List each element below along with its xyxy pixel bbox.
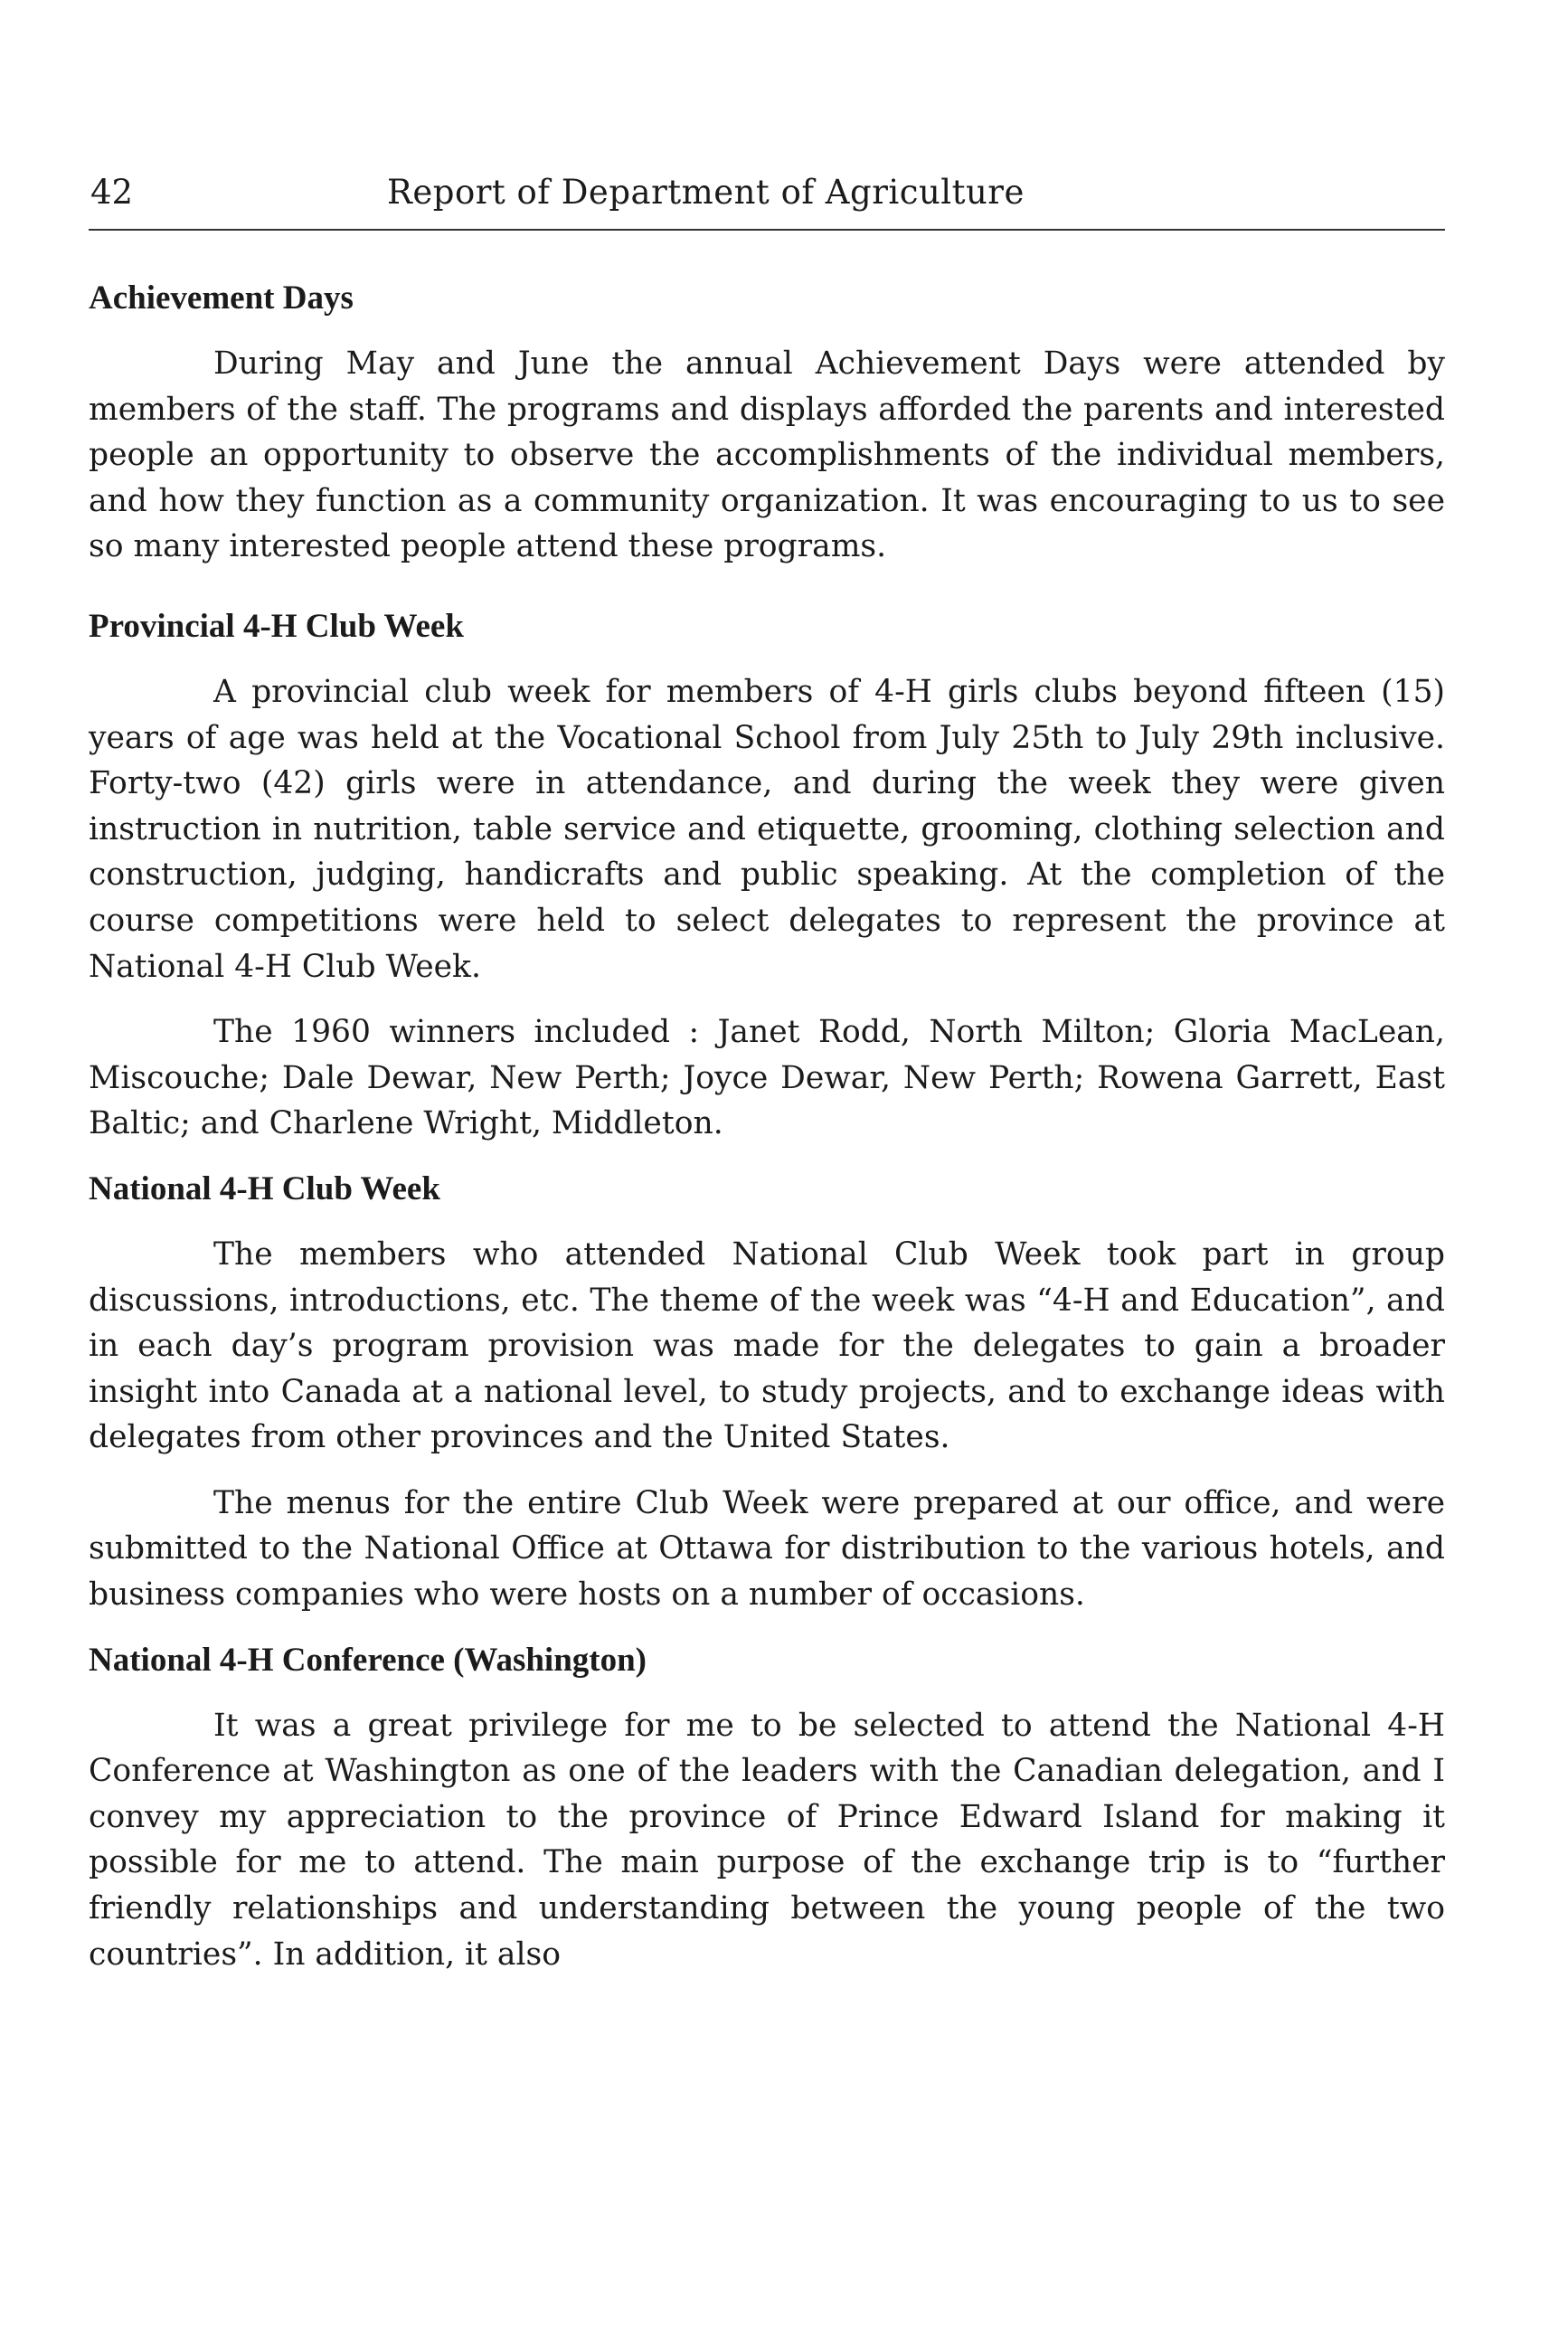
page-content xyxy=(89,276,1445,1977)
section-heading-national-club-week: National 4-H Club Week xyxy=(89,1169,440,1207)
paragraph: A provincial club week for members of 4-H girls clubs beyond fifteen (15) years of age was held at the Vocational School from July 25th to July 29th inclusive. Forty-two (42) girls were in attendance, and during the week they were given instruction in nutrition, table service and etiquette, grooming, clothing selection and construction, judging, handicrafts and public speaking. At the completion of the course competitions were held to select delegates to represent the province at National 4-H Club Week. xyxy=(89,673,1445,985)
running-header xyxy=(89,170,1445,215)
paragraph: The menus for the entire Club Week were prepared at our office, and were submitted to the National Office at Ottawa for distribution to the various hotels, and business companies who were hosts on a number of occasions. xyxy=(89,1484,1445,1614)
page-number: 42 xyxy=(90,173,134,212)
paragraph: The members who attended National Club Week took part in group discussions, introductions, etc. The theme of the week was “4-H and Education”, and in each day’s program provision was made for the delegates to gain a broader insight into Canada at a national level, to study projects, and to exchange ideas with delegates from other provinces and the United States. xyxy=(89,1236,1445,1456)
section-heading-achievement-days: Achievement Days xyxy=(89,279,354,317)
running-title: Report of Department of Agriculture xyxy=(387,173,1025,212)
paragraph: It was a great privilege for me to be selected to attend the National 4-H Conference at Washington as one of the leaders with the Canadian delegation, and I convey my appreciation to the province of Prince Edward Island for making it possible for me to attend. The main purpose of the exchange trip is to “further friendly relationships and understanding between the young people of the two countries”. In addition, it also xyxy=(89,1707,1445,1973)
paragraph: The 1960 winners included : Janet Rodd, North Milton; Gloria MacLean, Miscouche; Dale Dewar, New Perth; Joyce Dewar, New Perth; Rowena Garrett, East Baltic; and Charlene Wright, Middleton. xyxy=(89,1014,1445,1142)
section-heading-national-conference: National 4-H Conference (Washington) xyxy=(89,1641,647,1679)
header-rule xyxy=(89,229,1445,231)
document-page xyxy=(89,0,1445,2329)
section-heading-provincial-club-week: Provincial 4-H Club Week xyxy=(89,607,464,645)
paragraph: During May and June the annual Achievement Days were attended by members of the staff. The programs and displays afforded the parents and interested people an opportunity to observe the accomplishments of the individual members, and how they function as a community organization. It was encouraging to us to see so many interested people attend these programs. xyxy=(89,346,1445,565)
